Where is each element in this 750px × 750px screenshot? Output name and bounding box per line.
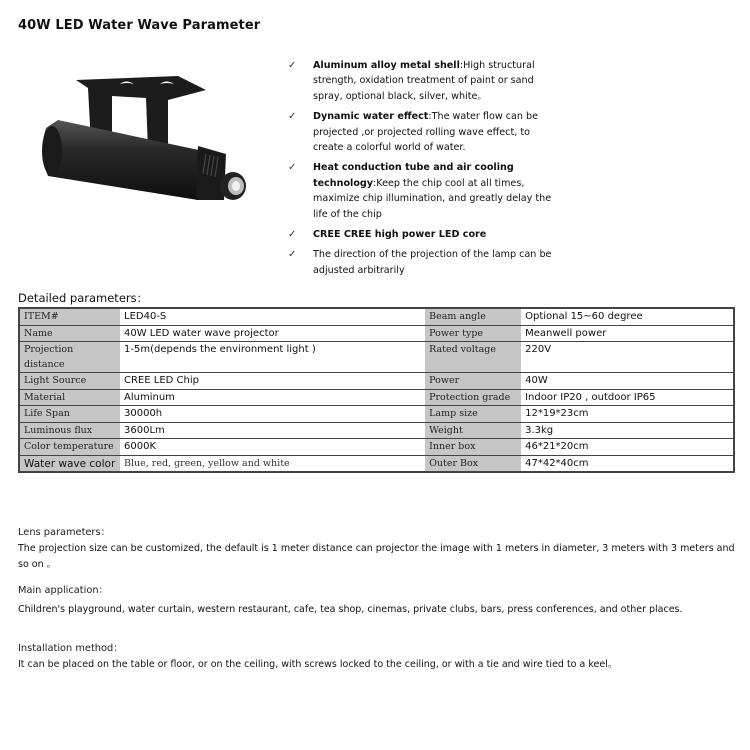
lens-parameters-heading: Lens parameters： [18,527,111,538]
feature-list [288,58,558,283]
param-label: Projection distance [19,342,120,373]
param-label: Inner box [425,439,521,456]
param-value: LED40-S [120,308,425,325]
installation-method-section [18,641,738,673]
param-label: Weight [425,422,521,439]
table-row [19,439,734,456]
product-image [28,58,248,208]
table-row [19,455,734,472]
param-value: 30000h [120,406,425,423]
param-value: 3600Lm [120,422,425,439]
param-value: 40W LED water wave projector [120,325,425,342]
feature-item: ✓ The direction of the projection of the lamp can be adjusted arbitrarily [288,249,552,276]
checkmark-icon: ✓ [288,162,297,174]
table-row [19,308,734,325]
main-application-text: Children's playground, water curtain, western restaurant, cafe, tea shop, cinemas, private clubs, bars, press conferences, and other places. [18,604,683,615]
main-application-heading: Main application： [18,585,109,596]
param-label: Life Span [19,406,120,423]
param-label: Beam angle [425,308,521,325]
table-row [19,389,734,406]
feature-item: ✓ Aluminum alloy metal shell:High structural strength, oxidation treatment of paint or sand spray, optional black, silver, white。 [288,60,535,102]
param-label: Light Source [19,373,120,390]
param-value: Indoor IP20 , outdoor IP65 [521,389,734,406]
param-value: Blue, red, green, yellow and white [120,455,425,472]
param-value: 1-5m(depends the environment light ) [120,342,425,373]
param-value: Meanwell power [521,325,734,342]
detailed-parameters-heading: Detailed parameters： [18,291,149,305]
checkmark-icon: ✓ [288,60,297,71]
param-value: 40W [521,373,734,390]
param-label: Luminous flux [19,422,120,439]
feature-item: ✓ Heat conduction tube and air cooling technology:Keep the chip cool at all times, maximize chip illumination, and greatly delay the life of the chip [288,162,552,220]
feature-item: ✓ CREE CREE high power LED core [288,227,558,242]
installation-method-heading: Installation method： [18,643,124,654]
param-value: Optional 15~60 degree [521,308,734,325]
param-label: Power [425,373,521,390]
param-value: Aluminum [120,389,425,406]
param-value: 12*19*23cm [521,406,734,423]
param-label: Name [19,325,120,342]
param-label: Lamp size [425,406,521,423]
feature-item: ✓ Dynamic water effect:The water flow can be projected ,or projected rolling wave effect, to create a colorful world of water. [288,111,538,154]
param-label: Outer Box [425,455,521,472]
lens-parameters-section [18,525,738,573]
param-value: 6000K [120,439,425,456]
table-row [19,422,734,439]
param-value: 220V [521,342,734,373]
parameters-table [18,307,735,473]
param-label: Power type [425,325,521,342]
page-title: 40W LED Water Wave Parameter [18,18,261,33]
main-application-section [18,583,738,618]
table-row [19,325,734,342]
table-row [19,373,734,390]
checkmark-icon: ✓ [288,229,297,241]
checkmark-icon: ✓ [288,111,297,123]
table-row [19,406,734,423]
lens-parameters-text: The projection size can be customized, the default is 1 meter distance can projector the image with 1 meters in diameter, 3 meters with 3 meters and so on 。 [18,543,735,570]
param-label: Protection grade [425,389,521,406]
param-label: Water wave color [19,455,120,472]
param-value: 46*21*20cm [521,439,734,456]
param-label: Color temperature [19,439,120,456]
param-value: CREE LED Chip [120,373,425,390]
table-row [19,342,734,373]
checkmark-icon: ✓ [288,249,297,261]
param-label: ITEM# [19,308,120,325]
installation-method-text: It can be placed on the table or floor, or on the ceiling, with screws locked to the ceiling, or with a tie and wire tied to a keel。 [18,659,618,670]
param-value: 47*42*40cm [521,455,734,472]
param-label: Rated voltage [425,342,521,373]
param-label: Material [19,389,120,406]
param-value: 3.3kg [521,422,734,439]
projector-icon [28,58,248,208]
